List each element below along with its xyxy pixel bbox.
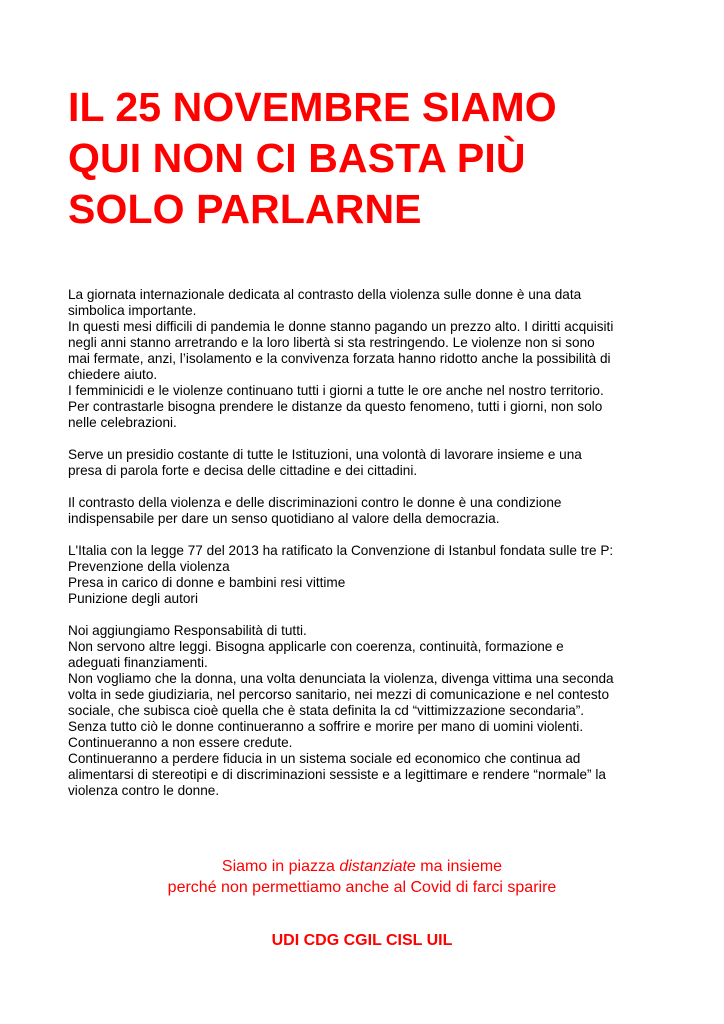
headline-line: SOLO PARLARNE	[68, 186, 422, 232]
headline-line: IL 25 NOVEMBRE SIAMO	[68, 84, 557, 130]
closing-line-2: perché non permettiamo anche al Covid di farci sparire	[167, 879, 557, 896]
closing-message	[0, 856, 724, 898]
text-line: indispensabile per dare un senso quotidiano al valore della democrazia.	[68, 511, 500, 526]
text-line: violenza contro le donne.	[68, 783, 220, 798]
list-item: Punizione degli autori	[68, 591, 198, 606]
paragraph-responsibility	[68, 623, 668, 799]
text-line: mai fermate, anzi, l’isolamento e la convivenza forzata hanno ridotto anche la possibilità di	[68, 351, 611, 366]
text-line: In questi mesi difficili di pandemia le donne stanno pagando un prezzo alto. I diritti acquisiti	[68, 319, 614, 334]
text-line: nelle celebrazioni.	[68, 415, 177, 430]
text-line: presa di parola forte e decisa delle cittadine e dei cittadini.	[68, 463, 418, 478]
list-item: Prevenzione della violenza	[68, 559, 230, 574]
closing-text: Siamo in piazza	[221, 858, 340, 875]
paragraph-institutions	[68, 447, 668, 479]
text-line: negli anni stanno arretrando e la loro libertà si sta restringendo. Le violenze non si sono	[68, 335, 595, 350]
paragraph-intro	[68, 287, 668, 431]
text-line: alimentarsi di stereotipi e di discriminazioni sessiste e a legittimare e rendere “normale” la	[68, 767, 606, 782]
text-line: Il contrasto della violenza e delle discriminazioni contro le donne è una condizione	[68, 495, 562, 510]
text-line: chiedere aiuto.	[68, 367, 158, 382]
paragraph-istanbul-convention	[68, 543, 668, 607]
signature-organizations: UDI CDG CGIL CISL UIL	[271, 932, 453, 949]
list-item: Presa in carico di donne e bambini resi vittime	[68, 575, 346, 590]
closing-emphasis: distanziate	[339, 858, 416, 875]
text-line: Continueranno a perdere fiducia in un sistema sociale ed economico che continua ad	[68, 751, 581, 766]
text-line: Serve un presidio costante di tutte le Istituzioni, una volontà di lavorare insieme e una	[68, 447, 582, 462]
text-line: I femminicidi e le violenze continuano tutti i giorni a tutte le ore anche nel nostro territorio.	[68, 383, 604, 398]
text-line: Per contrastarle bisogna prendere le distanze da questo fenomeno, tutti i giorni, non solo	[68, 399, 603, 414]
text-line: Senza tutto ciò le donne continueranno a soffrire e morire per mano di uomini violenti.	[68, 719, 584, 734]
text-line: Continueranno a non essere credute.	[68, 735, 293, 750]
text-line: adeguati finanziamenti.	[68, 655, 208, 670]
closing-text: ma insieme	[415, 858, 503, 875]
headline-line: QUI NON CI BASTA PIÙ	[68, 135, 526, 181]
closing-line-1	[0, 856, 724, 877]
text-line: L'Italia con la legge 77 del 2013 ha ratificato la Convenzione di Istanbul fondata sulle tre P:	[68, 543, 614, 558]
text-line: Non servono altre leggi. Bisogna applicarle con coerenza, continuità, formazione e	[68, 639, 564, 654]
text-line: sociale, che subisca cioè quella che è stata definita la cd “vittimizzazione secondaria”.	[68, 703, 585, 718]
headline	[68, 82, 557, 235]
paragraph-democracy	[68, 495, 668, 527]
text-line: Non vogliamo che la donna, una volta denunciata la violenza, divenga vittima una seconda	[68, 671, 614, 686]
text-line: volta in sede giudiziaria, nel percorso sanitario, nei mezzi di comunicazione e nel contesto	[68, 687, 610, 702]
text-line: simbolica importante.	[68, 303, 197, 318]
text-line: La giornata internazionale dedicata al contrasto della violenza sulle donne è una data	[68, 287, 582, 302]
text-line: Noi aggiungiamo Responsabilità di tutti.	[68, 623, 307, 638]
body-text	[68, 287, 668, 815]
